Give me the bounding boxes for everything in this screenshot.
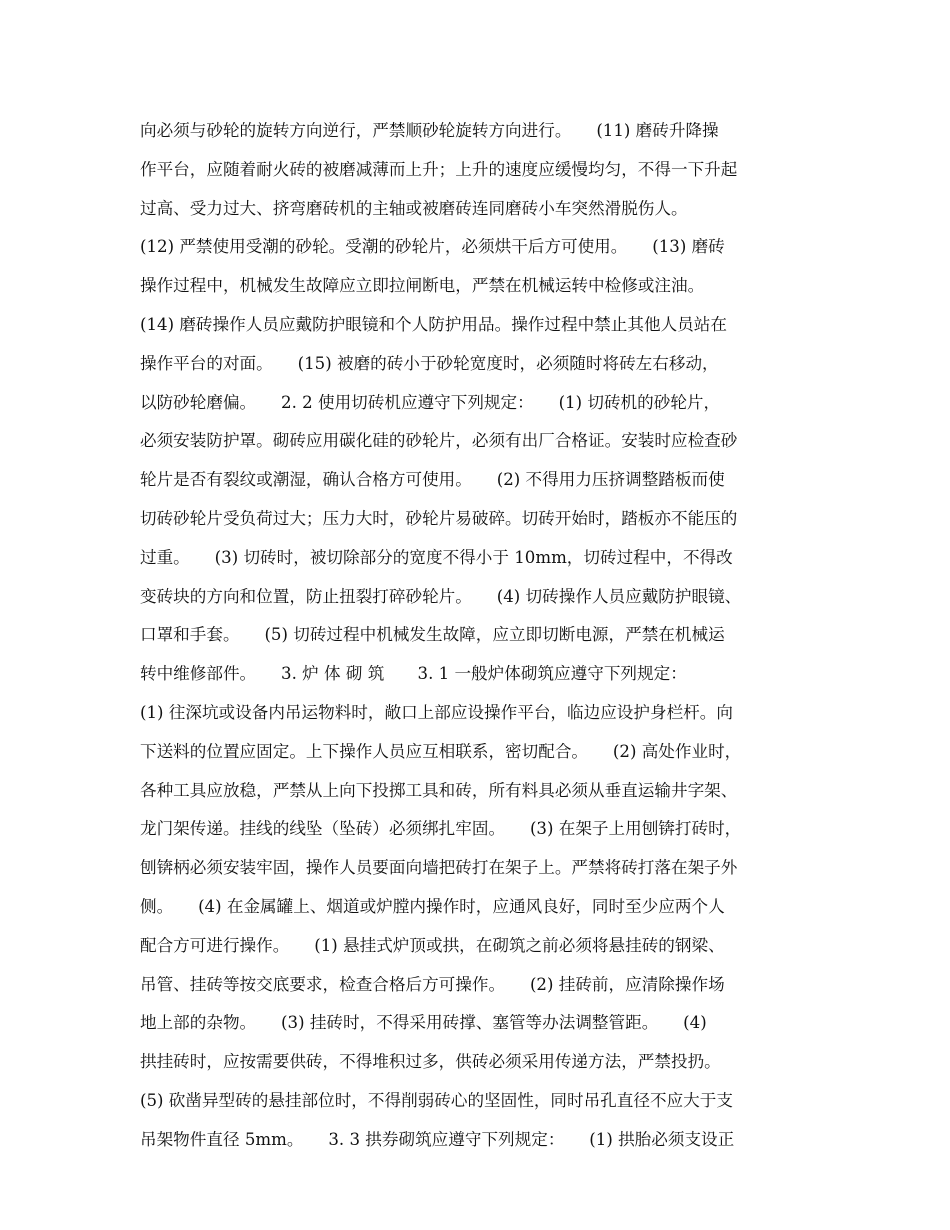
text-line: 轮片是否有裂纹或潮湿，确认合格方可使用。 (2) 不得用力压挤调整踏板而使 <box>140 470 725 490</box>
text-line: 口罩和手套。 (5) 切砖过程中机械发生故障，应立即切断电源，严禁在机械运 <box>140 625 725 645</box>
text-line: (5) 砍凿异型砖的悬挂部位时，不得削弱砖心的坚固性，同时吊孔直径不应大于支 <box>140 1090 733 1110</box>
text-line: (12) 严禁使用受潮的砂轮。受潮的砂轮片，必须烘干后方可使用。 (13) 磨砖 <box>140 237 725 257</box>
text-line: 操作过程中，机械发生故障应立即拉闸断电，严禁在机械运转中检修或注油。 <box>140 276 705 296</box>
text-line: 转中维修部件。 3. 炉 体 砌 筑 3. 1 一般炉体砌筑应遵守下列规定： <box>140 664 687 684</box>
text-line: (14) 磨砖操作人员应戴防护眼镜和个人防护用品。操作过程中禁止其他人员站在 <box>140 314 727 334</box>
text-line: 切砖砂轮片受负荷过大；压力大时，砂轮片易破碎。切砖开始时，踏板亦不能压的 <box>140 508 738 528</box>
text-line: 吊管、挂砖等按交底要求，检查合格后方可操作。 (2) 挂砖前，应清除操作场 <box>140 974 725 994</box>
text-line: 下送料的位置应固定。上下操作人员应互相联系，密切配合。 (2) 高处作业时， <box>140 741 742 761</box>
text-line: 配合方可进行操作。 (1) 悬挂式炉顶或拱，在砌筑之前必须将悬挂砖的钢梁、 <box>140 935 725 955</box>
text-line: 必须安装防护罩。砌砖应用碳化硅的砂轮片，必须有出厂合格证。安装时应检查砂 <box>140 431 738 451</box>
text-line: 龙门架传递。挂线的线坠（坠砖）必须绑扎牢固。 (3) 在架子上用刨锛打砖时， <box>140 819 742 839</box>
text-line: 过高、受力过大、挤弯磨砖机的主轴或被磨砖连同磨砖小车突然滑脱伤人。 <box>140 198 688 218</box>
text-line: 操作平台的对面。 (15) 被磨的砖小于砂轮宽度时，必须随时将砖左右移动， <box>140 353 719 373</box>
text-line: 拱挂砖时，应按需要供砖，不得堆积过多，供砖必须采用传递方法，严禁投扔。 <box>140 1052 721 1072</box>
text-line: 作平台，应随着耐火砖的被磨减薄而上升；上升的速度应缓慢均匀，不得一下升起 <box>140 159 738 179</box>
body-text <box>140 112 830 1160</box>
text-line: 吊架物件直径 5mm。 3. 3 拱券砌筑应遵守下列规定： (1) 拱胎必须支设正 <box>140 1129 735 1149</box>
text-line: 地上部的杂物。 (3) 挂砖时，不得采用砖撑、塞管等办法调整管距。 (4) <box>140 1013 707 1033</box>
text-line: 过重。 (3) 切砖时，被切除部分的宽度不得小于 10mm，切砖过程中，不得改 <box>140 547 733 567</box>
text-line: 变砖块的方向和位置，防止扭裂打碎砂轮片。 (4) 切砖操作人员应戴防护眼镜、 <box>140 586 742 606</box>
text-line: 侧。 (4) 在金属罐上、烟道或炉膛内操作时，应通风良好，同时至少应两个人 <box>140 896 725 916</box>
text-line: (1) 往深坑或设备内吊运物料时，敞口上部应设操作平台，临边应设护身栏杆。向 <box>140 702 733 722</box>
text-line: 刨锛柄必须安装牢固，操作人员要面向墙把砖打在架子上。严禁将砖打落在架子外 <box>140 858 738 878</box>
text-line: 各种工具应放稳，严禁从上向下投掷工具和砖，所有料具必须从垂直运输井字架、 <box>140 780 738 800</box>
text-line: 向必须与砂轮的旋转方向逆行，严禁顺砂轮旋转方向进行。 (11) 磨砖升降操 <box>140 121 719 140</box>
text-line: 以防砂轮磨偏。 2. 2 使用切砖机应遵守下列规定： (1) 切砖机的砂轮片， <box>140 392 721 412</box>
